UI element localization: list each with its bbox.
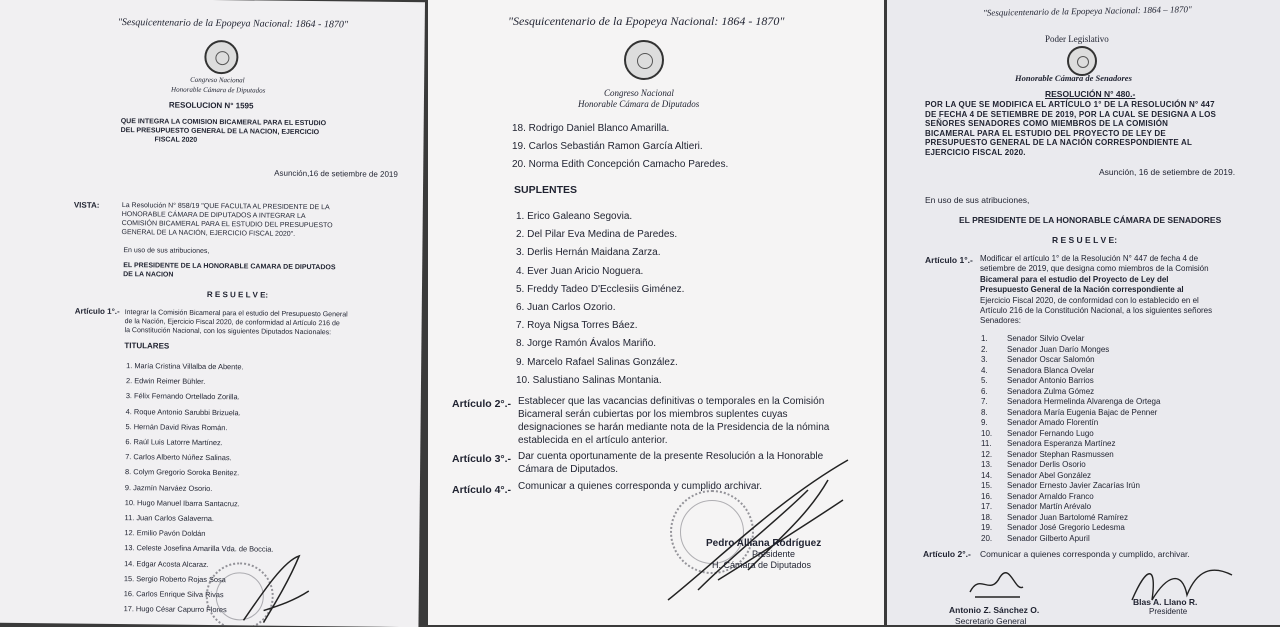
- page3-subject: [925, 100, 1216, 158]
- list-item: 10. Salustiano Salinas Montania.: [516, 374, 662, 386]
- table-row: [981, 408, 1160, 419]
- page1-article1-label: Artículo 1°.-: [74, 306, 120, 317]
- senator-number: 20.: [981, 533, 993, 543]
- senator-number: 6.: [981, 386, 988, 396]
- senator-name: Senador Stephan Rasmussen: [1007, 449, 1114, 459]
- secretary-role: Secretario General: [955, 616, 1027, 625]
- article-line: Bicameral para el estudio del Proyecto de Ley del: [980, 274, 1169, 284]
- table-row: [981, 355, 1160, 366]
- page1-attributions: En uso de sus atribuciones,: [123, 247, 210, 255]
- signer-name: Pedro Alliana Rodríguez: [706, 538, 822, 549]
- senator-name: Senadora Blanca Ovelar: [1007, 365, 1095, 375]
- senator-name: Senador Oscar Salomón: [1007, 355, 1095, 364]
- article-line: designaciones se harán mediante nota de la Presidencia de la nómina: [518, 422, 830, 433]
- page1-subject: [120, 117, 326, 146]
- page1-resolution-title: RESOLUCION N° 1595: [168, 100, 254, 111]
- signer-chamber: H. Cámara de Diputados: [712, 560, 812, 570]
- senator-number: 8.: [981, 407, 988, 417]
- article-line: Senadores:: [980, 316, 1021, 326]
- subject-line: QUE INTEGRA LA COMISION BICAMERAL PARA EL ESTUDIO: [120, 118, 327, 128]
- senator-name: Senador Arnaldo Franco: [1007, 491, 1094, 501]
- list-item: 15. Sergio Roberto Rojas Sosa: [123, 573, 226, 585]
- senator-number: 13.: [981, 460, 993, 469]
- subject-line: DE FECHA 4 DE SETIEMBRE DE 2019, POR LA CUAL SE DESIGNA A LOS: [925, 109, 1217, 119]
- table-row: [981, 334, 1160, 345]
- page1-motto: "Sesquicentenario de la Epopeya Nacional: 1864 - 1870": [117, 17, 349, 31]
- list-item: 2. Edwin Reimer Bühler.: [125, 376, 206, 387]
- senator-name: Senador Silvio Ovelar: [1007, 334, 1085, 343]
- list-item: 7. Carlos Alberto Núñez Salinas.: [125, 452, 232, 463]
- subject-line: EJERCICIO FISCAL 2020.: [925, 147, 1026, 157]
- page3-resuelve: R E S U E L V E:: [1052, 235, 1118, 245]
- titulares-continued-list: [512, 120, 728, 174]
- senator-name: Senador Fernando Lugo: [1007, 428, 1094, 438]
- page3-date: Asunción, 16 de setiembre de 2019.: [1099, 167, 1236, 177]
- page3-article2-text: Comunicar a quienes corresponda y cumplido, archivar.: [980, 549, 1190, 559]
- table-row: [981, 418, 1160, 429]
- senator-name: Senador Antonio Barrios: [1007, 376, 1094, 385]
- vista-line: COMISIÓN BICAMERAL PARA EL ESTUDIO DEL PRESUPUESTO: [121, 220, 333, 230]
- list-item: 2. Del Pilar Eva Medina de Paredes.: [516, 229, 678, 241]
- list-item: 3. Derlis Hernán Maidana Zarza.: [516, 247, 661, 259]
- vista-line: HONORABLE CÁMARA DE DIPUTADOS A INTEGRAR LA: [121, 211, 306, 220]
- coat-of-arms-seal-icon: [204, 40, 238, 74]
- list-item: 16. Carlos Enrique Silva Rivas: [123, 589, 224, 600]
- senator-name: Senador Juan Darío Monges: [1007, 344, 1110, 354]
- senator-name: Senadora María Eugenia Bajac de Penner: [1007, 407, 1158, 417]
- article-line: Presupuesto General de la Nación correspondiente al: [980, 285, 1184, 295]
- table-row: [981, 460, 1160, 471]
- senator-name: Senadora Esperanza Martínez: [1007, 439, 1116, 448]
- subject-line: PRESUPUESTO GENERAL DE LA NACIÓN CORRESPONDIENTE AL: [925, 138, 1193, 148]
- list-item: 1. Erico Galeano Segovia.: [516, 211, 633, 222]
- page1-resuelve: R E S U E L V E:: [206, 289, 269, 300]
- subject-line: SEÑORES SENADORES COMO MIEMBROS DE LA COMISIÓN: [925, 119, 1169, 129]
- document-page-1: [0, 0, 425, 627]
- senator-number: 12.: [981, 449, 993, 459]
- page3-resolution-title: RESOLUCIÓN N° 480.-: [1045, 89, 1136, 99]
- page3-motto: "Sesquicentenario de la Epopeya Nacional: 1864 – 1870": [982, 4, 1192, 18]
- list-item: 5. Hernán David Rivas Román.: [125, 421, 228, 432]
- article-line: setiembre de 2019, que designa como miembros de la Comisión: [980, 264, 1209, 274]
- senator-number: 5.: [981, 376, 988, 385]
- president-line: EL PRESIDENTE DE LA HONORABLE CAMARA DE DIPUTADOS: [123, 262, 336, 272]
- article-line: Dar cuenta oportunamente de la presente Resolución a la Honorable: [518, 451, 824, 462]
- list-item: 10. Hugo Manuel Ibarra Santacruz.: [124, 497, 240, 509]
- senator-number: 2.: [981, 344, 988, 354]
- list-item: 14. Edgar Acosta Alcaraz.: [124, 558, 209, 569]
- list-item: 4. Ever Juan Aricio Noguera.: [516, 265, 644, 277]
- table-row: [981, 502, 1160, 513]
- list-item: 4. Roque Antonio Sarubbi Brizuela.: [125, 406, 241, 417]
- page3-attributions: En uso de sus atribuciones,: [925, 195, 1030, 205]
- page1-president: [123, 261, 336, 281]
- signer-role: Presidente: [752, 549, 796, 559]
- senator-number: 19.: [981, 523, 993, 532]
- senator-number: 10.: [981, 428, 993, 438]
- list-item: 6. Juan Carlos Ozorio.: [516, 302, 616, 314]
- page1-congress: Congreso Nacional: [190, 75, 245, 85]
- table-row: [981, 345, 1160, 356]
- senator-number: 18.: [981, 512, 993, 522]
- senator-name: Senador José Gregorio Ledesma: [1007, 523, 1125, 532]
- senator-name: Senador Juan Bartolomé Ramírez: [1007, 512, 1128, 522]
- list-item: 19. Carlos Sebastián Ramon García Altieri.: [512, 141, 703, 152]
- article-line: Cámara de Diputados.: [518, 464, 619, 475]
- page2-article2-label: Artículo 2°.-: [452, 398, 512, 410]
- senator-name: Senador Ernesto Javier Zacarías Irún: [1007, 481, 1140, 490]
- article-line: de la Nación, Ejercicio Fiscal 2020, de conformidad al Artículo 216 de: [124, 318, 340, 328]
- signature-icon: [233, 550, 314, 626]
- list-item: 11. Juan Carlos Galaverna.: [124, 513, 215, 524]
- subject-line: POR LA QUE SE MODIFICA EL ARTÍCULO 1° DE LA RESOLUCIÓN N° 447: [925, 100, 1215, 109]
- article-line: Artículo 216 de la Constitución Nacional, a los siguientes señores: [980, 306, 1213, 316]
- senator-name: Senador Abel González: [1007, 470, 1092, 480]
- article-line: Establecer que las vacancias definitivas o temporales en la Comisión: [518, 396, 825, 407]
- subject-line: FISCAL 2020: [154, 136, 198, 144]
- senator-number: 16.: [981, 491, 993, 501]
- list-item: 3. Félix Fernando Ortellado Zorilla.: [125, 391, 240, 402]
- article-line: Integrar la Comisión Bicameral para el estudio del Presupuesto General: [124, 309, 348, 319]
- page2-article4-label: Artículo 4°.-: [452, 484, 512, 496]
- article-line: Modificar el artículo 1° de la Resolución N° 447 de fecha 4 de: [980, 254, 1199, 263]
- table-row: [981, 439, 1160, 450]
- table-row: [981, 492, 1160, 503]
- page3-article1-text: [980, 254, 1212, 327]
- page1-date: Asunción,16 de setiembre de 2019: [274, 168, 398, 179]
- document-page-3: [887, 0, 1280, 625]
- suplentes-list: [516, 208, 684, 390]
- table-row: [981, 534, 1160, 545]
- list-item: 1. María Cristina Villalba de Abente.: [126, 361, 244, 372]
- senator-number: 15.: [981, 481, 993, 490]
- article-line: establecida en el artículo anterior.: [518, 435, 668, 446]
- page1-article1-text: [124, 308, 347, 337]
- senator-name: Senador Martín Arévalo: [1007, 502, 1092, 511]
- secretary-name: Antonio Z. Sánchez O.: [949, 605, 1040, 615]
- table-row: [981, 397, 1160, 408]
- coat-of-arms-seal-icon: [1067, 46, 1097, 76]
- subject-line: DEL PRESUPUESTO GENERAL DE LA NACION, EJERCICIO: [120, 127, 320, 137]
- page2-article4-text: Comunicar a quienes corresponda y cumplido archivar.: [518, 481, 763, 492]
- table-row: [981, 471, 1160, 482]
- page2-motto: "Sesquicentenario de la Epopeya Nacional: 1864 - 1870": [508, 14, 785, 28]
- vista-text: [122, 201, 333, 239]
- senator-number: 3.: [981, 355, 988, 364]
- senator-number: 9.: [981, 418, 988, 427]
- senator-name: Senador Amado Florentín: [1007, 418, 1099, 427]
- page3-power: Poder Legislativo: [1045, 34, 1109, 44]
- page2-congress: Congreso Nacional: [604, 88, 674, 98]
- page2-article3-label: Artículo 3°.-: [452, 453, 512, 465]
- page3-president: EL PRESIDENTE DE LA HONORABLE CÁMARA DE SENADORES: [959, 215, 1222, 225]
- president-role: Presidente: [1149, 607, 1188, 616]
- senator-name: Senadora Zulma Gómez: [1007, 386, 1095, 396]
- signature-icon: [658, 460, 858, 610]
- list-item: 5. Freddy Tadeo D'Ecclesiis Giménez.: [516, 283, 685, 295]
- list-item: 20. Norma Edith Concepción Camacho Paredes.: [512, 159, 729, 170]
- senator-number: 1.: [981, 334, 988, 343]
- list-item: 7. Roya Nigsa Torres Báez.: [516, 320, 638, 332]
- subject-line: BICAMERAL PARA EL ESTUDIO DEL PROYECTO DE LEY DE: [925, 128, 1166, 138]
- senator-number: 11.: [981, 439, 992, 448]
- senator-name: Senadora Hermelinda Alvarenga de Ortega: [1007, 397, 1161, 406]
- list-item: 17. Hugo César Capurro Flores: [123, 604, 227, 615]
- list-item: 9. Jazmín Narváez Osorio.: [124, 482, 213, 493]
- suplentes-heading: SUPLENTES: [514, 184, 578, 196]
- page2-article2-text: [518, 395, 829, 447]
- vista-line: La Resolución N° 858/19 "QUE FACULTA AL PRESIDENTE DE LA: [121, 202, 330, 212]
- list-item: 8. Colym Gregorio Soroka Benitez.: [125, 467, 240, 478]
- table-row: [981, 376, 1160, 387]
- senator-number: 17.: [981, 502, 993, 511]
- page2-chamber: Honorable Cámara de Diputados: [578, 99, 700, 109]
- senator-number: 4.: [981, 365, 988, 375]
- senator-number: 14.: [981, 470, 993, 480]
- list-item: 13. Celeste Josefina Amarilla Vda. de Boccia.: [124, 543, 274, 555]
- list-item: 6. Raúl Luis Latorre Martínez.: [125, 437, 223, 448]
- senators-list: [981, 334, 1160, 544]
- article-line: Bicameral serán cubiertas por los miembros suplentes cuyas: [518, 409, 788, 420]
- table-row: [981, 387, 1160, 398]
- senator-number: 7.: [981, 397, 988, 406]
- table-row: [981, 429, 1160, 440]
- article-line: Ejercicio Fiscal 2020, de conformidad con lo establecido en el: [980, 295, 1199, 305]
- list-item: 18. Rodrigo Daniel Blanco Amarilla.: [512, 123, 670, 134]
- table-row: [981, 450, 1160, 461]
- page3-article2-label: Artículo 2°.-: [923, 549, 971, 559]
- table-row: [981, 513, 1160, 524]
- article-line: la Constitución Nacional, con los siguientes Diputados Nacionales:: [124, 327, 332, 337]
- page3-article1-label: Artículo 1°.-: [925, 255, 973, 265]
- senator-name: Senador Derlis Osorio: [1007, 460, 1086, 469]
- list-item: 8. Jorge Ramón Ávalos Mariño.: [516, 338, 657, 350]
- signature-icon: [965, 562, 1025, 607]
- vista-line: GENERAL DE LA NACIÓN, EJERCICIO FISCAL 2020".: [121, 229, 296, 238]
- list-item: 9. Marcelo Rafael Salinas González.: [516, 356, 678, 368]
- document-page-2: [428, 0, 884, 625]
- table-row: [981, 523, 1160, 534]
- president-name: Blas A. Llano R.: [1133, 597, 1198, 607]
- table-row: [981, 481, 1160, 492]
- titulares-heading: TITULARES: [124, 341, 170, 351]
- table-row: [981, 366, 1160, 377]
- senator-name: Senador Gilberto Apuril: [1007, 533, 1090, 543]
- president-line: DE LA NACION: [123, 271, 174, 279]
- coat-of-arms-seal-icon: [624, 40, 664, 80]
- list-item: 12. Emilio Pavón Doldán: [124, 528, 206, 539]
- page3-chamber: Honorable Cámara de Senadores: [1015, 73, 1132, 83]
- page1-chamber: Honorable Cámara de Diputados: [171, 85, 266, 95]
- vista-label: VISTA:: [73, 200, 100, 210]
